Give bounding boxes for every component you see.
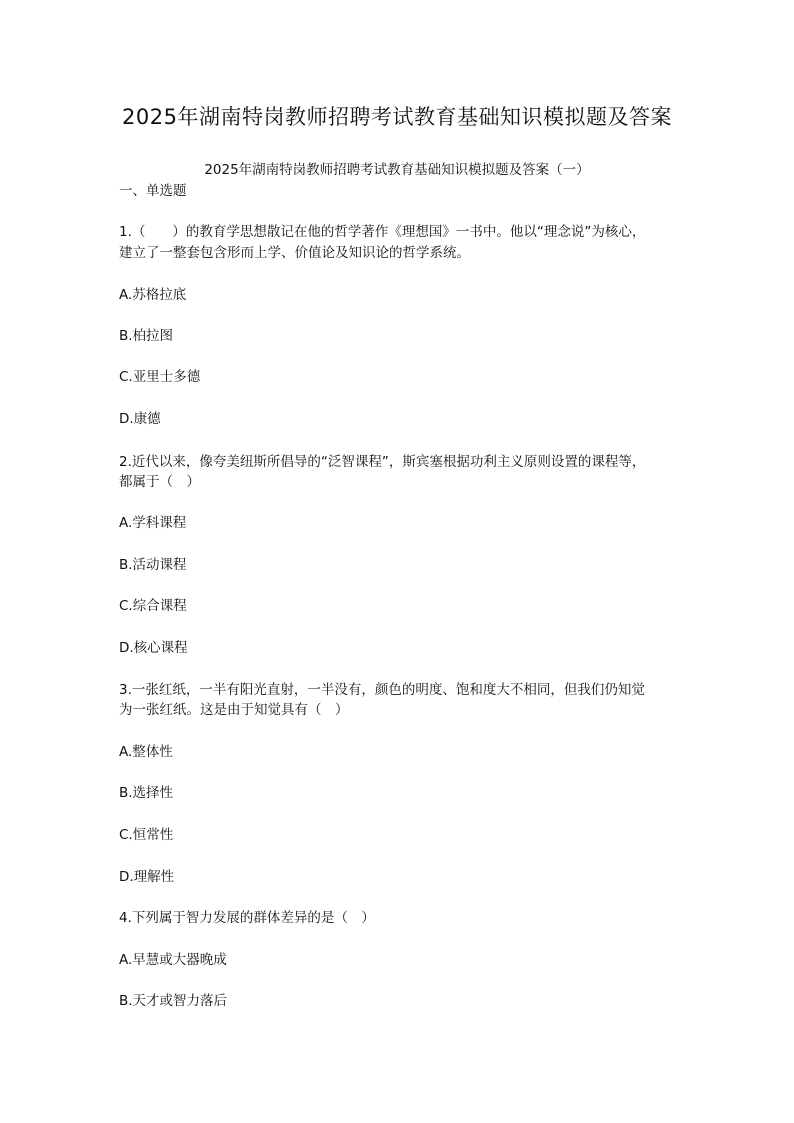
question-2-option-b: B.活动课程 <box>119 557 187 573</box>
question-3-option-c: C.恒常性 <box>119 827 174 843</box>
question-2-option-d: D.核心课程 <box>119 640 188 656</box>
question-1-stem-line-2: 建立了一整套包含形而上学、价值论及知识论的哲学系统。 <box>119 245 470 261</box>
section-heading: 一、单选题 <box>119 183 187 199</box>
question-3-option-a: A.整体性 <box>119 744 173 760</box>
question-3-option-d: D.理解性 <box>119 869 175 885</box>
question-2-stem-line-1: 2.近代以来，像夸美纽斯所倡导的“泛智课程”，斯宾塞根据功利主义原则设置的课程等， <box>119 454 646 470</box>
question-1-option-a: A.苏格拉底 <box>119 287 187 303</box>
question-1-option-c: C.亚里士多德 <box>119 369 201 385</box>
question-3-stem-line-1: 3.一张红纸，一半有阳光直射，一半没有，颜色的明度、饱和度大不相同，但我们仍知觉 <box>119 682 645 698</box>
question-3-stem-line-2: 为一张红纸。这是由于知觉具有（ ） <box>119 702 349 718</box>
question-3-option-b: B.选择性 <box>119 785 174 801</box>
question-4-stem-line-1: 4.下列属于智力发展的群体差异的是（ ） <box>119 910 375 926</box>
question-1-option-d: D.康德 <box>119 411 161 427</box>
question-4-option-a: A.早慧或大器晚成 <box>119 952 227 968</box>
document-subtitle: 2025年湖南特岗教师招聘考试教育基础知识模拟题及答案（一） <box>204 162 590 178</box>
document-title: 2025年湖南特岗教师招聘考试教育基础知识模拟题及答案 <box>122 105 672 129</box>
question-2-stem-line-2: 都属于（ ） <box>119 474 200 490</box>
question-1-option-b: B.柏拉图 <box>119 328 174 344</box>
question-4-option-b: B.天才或智力落后 <box>119 993 228 1009</box>
question-2-option-c: C.综合课程 <box>119 598 187 614</box>
question-2-option-a: A.学科课程 <box>119 515 187 531</box>
question-1-stem-line-1: 1.（ ）的教育学思想散记在他的哲学著作《理想国》一书中。他以“理念说”为核心， <box>119 224 646 240</box>
